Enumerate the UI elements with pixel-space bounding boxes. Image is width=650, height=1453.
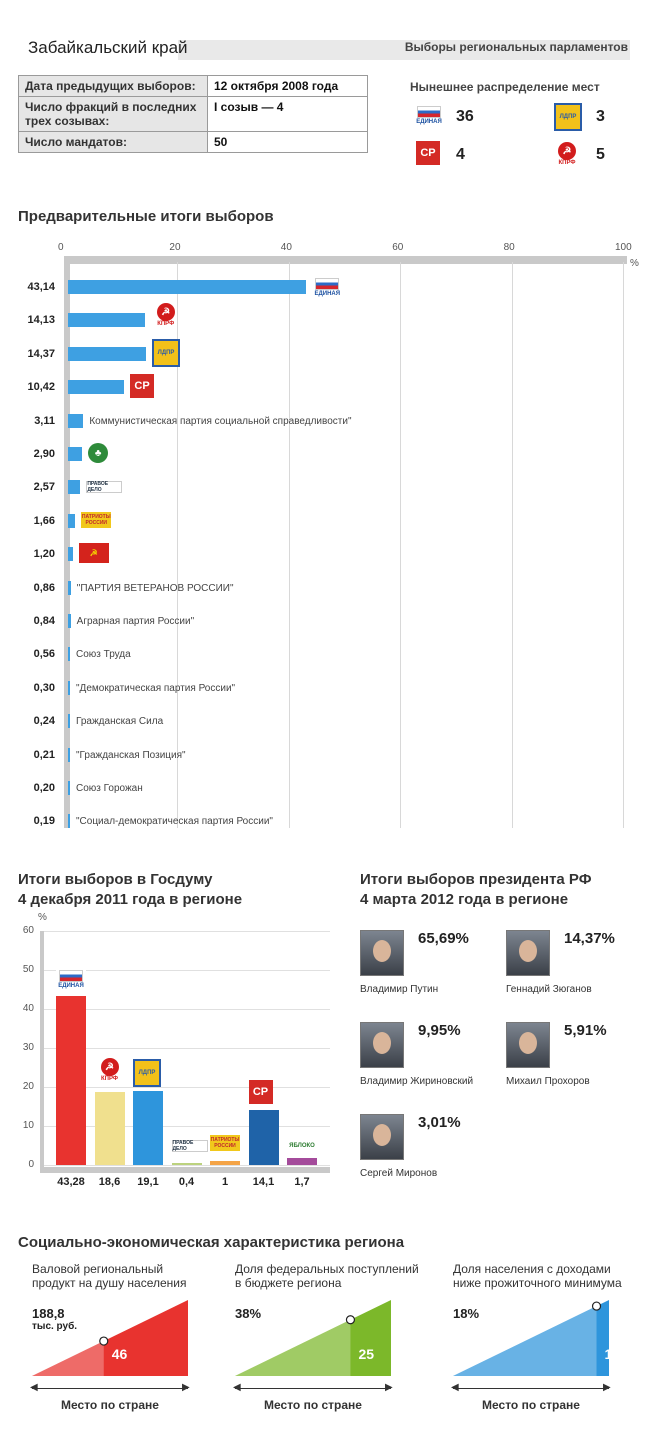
candidate-percent: 5,91% bbox=[564, 1022, 607, 1039]
prelim-bar bbox=[68, 414, 83, 428]
candidate-percent: 9,95% bbox=[418, 1022, 461, 1039]
prelim-bar bbox=[68, 581, 71, 595]
candidate-name: Владимир Жириновский bbox=[360, 1076, 474, 1087]
socio-title-line1: Валовой региональный bbox=[32, 1262, 164, 1276]
prelim-value-label: 2,57 bbox=[33, 481, 55, 494]
prelim-bar bbox=[68, 514, 75, 528]
duma-bar bbox=[133, 1091, 163, 1165]
prelim-bar bbox=[68, 380, 124, 394]
info-table bbox=[18, 75, 368, 153]
duma-title-line1: Итоги выборов в Госдуму bbox=[18, 871, 213, 888]
kprf-logo bbox=[151, 301, 181, 329]
socio-triangle bbox=[235, 1300, 391, 1380]
prelim-bar bbox=[68, 480, 80, 494]
prelim-axis-top bbox=[64, 256, 627, 264]
socio-triangle-light bbox=[235, 1320, 350, 1376]
socio-title-line1: Доля федеральных поступлений bbox=[235, 1262, 419, 1276]
duma-ytick: 60 bbox=[22, 925, 34, 936]
prelim-value-label: 3,11 bbox=[34, 414, 55, 427]
prelim-bar-label: "Гражданская Позиция" bbox=[76, 749, 186, 761]
pravoe-delo-logo: ПРАВОЕ ДЕЛО bbox=[172, 1140, 208, 1152]
info-value: 50 bbox=[208, 132, 368, 153]
candidate-name: Михаил Прохоров bbox=[506, 1076, 590, 1087]
prelim-bar bbox=[68, 313, 145, 327]
pravoe-delo-logo: ПРАВОЕ ДЕЛО bbox=[86, 481, 122, 493]
prelim-xtick: 100 bbox=[615, 242, 632, 253]
er-logo-text: ЕДИНАЯ bbox=[314, 290, 341, 297]
prelim-xtick: 20 bbox=[169, 242, 181, 253]
duma-bar bbox=[249, 1110, 279, 1165]
sr-logo: СР bbox=[249, 1080, 273, 1104]
prelim-bar bbox=[68, 647, 70, 661]
candidate-percent: 3,01% bbox=[418, 1114, 461, 1131]
duma-title bbox=[18, 870, 242, 910]
candidate-face-icon bbox=[373, 1032, 391, 1054]
socio-marker bbox=[593, 1302, 601, 1310]
seats-title: Нынешнее распределение мест bbox=[410, 80, 600, 94]
prelim-bar-label: Союз Труда bbox=[76, 649, 131, 661]
president-title-line1: Итоги выборов президента РФ bbox=[360, 871, 592, 888]
er-logo bbox=[312, 274, 342, 300]
er-logo-text: ЕДИНАЯ bbox=[58, 982, 84, 989]
ldpr-logo: ЛДПР bbox=[554, 103, 582, 131]
prelim-value-label: 0,30 bbox=[33, 681, 55, 694]
prelim-title: Предварительные итоги выборов bbox=[18, 208, 274, 225]
socio-value: 18% bbox=[453, 1306, 480, 1321]
sr-logo: СР bbox=[416, 141, 440, 165]
prelim-value-label: 0,19 bbox=[33, 815, 55, 828]
duma-ytick: 20 bbox=[22, 1081, 34, 1092]
socio-place-caption: Место по стране bbox=[61, 1398, 159, 1412]
prelim-value-label: 0,84 bbox=[33, 615, 55, 627]
duma-bar bbox=[210, 1161, 240, 1165]
socio-place: 25 bbox=[358, 1346, 375, 1362]
kr-flag-logo bbox=[79, 543, 109, 563]
arrow-right-icon: ▶ bbox=[385, 1382, 393, 1393]
candidate-name: Геннадий Зюганов bbox=[506, 984, 592, 995]
prelim-xtick: 60 bbox=[392, 242, 404, 253]
prelim-value-label: 14,37 bbox=[27, 347, 55, 360]
prelim-bar bbox=[68, 347, 146, 361]
duma-gridline bbox=[40, 931, 330, 932]
candidate-photo bbox=[506, 1022, 550, 1068]
seats-er: 36 bbox=[456, 108, 474, 125]
prelim-bar-label: Союз Горожан bbox=[76, 783, 143, 794]
prelim-value-label: 14,13 bbox=[27, 314, 55, 327]
candidate-face-icon bbox=[519, 1032, 537, 1054]
sr-logo: СР bbox=[130, 374, 154, 398]
socio-value: 38% bbox=[235, 1306, 262, 1321]
arrow-right-icon: ▶ bbox=[182, 1382, 190, 1393]
prelim-unit: % bbox=[630, 258, 639, 269]
prelim-xtick: 40 bbox=[280, 242, 292, 253]
arrow-left-icon: ◀ bbox=[451, 1382, 459, 1393]
kprf-logo-text: КПРФ bbox=[558, 160, 576, 166]
socio-triangle-fill bbox=[32, 1300, 188, 1376]
info-row bbox=[19, 97, 368, 132]
hammer-sickle-icon: ☭ bbox=[101, 1058, 119, 1076]
duma-axis-left bbox=[40, 931, 44, 1173]
prelim-gridline bbox=[400, 262, 401, 828]
kprf-logo-text: КПРФ bbox=[157, 321, 175, 328]
hammer-sickle-icon: ☭ bbox=[157, 303, 175, 321]
prelim-xtick: 80 bbox=[503, 242, 515, 253]
seats-kprf: 5 bbox=[596, 146, 605, 163]
duma-value-label: 43,28 bbox=[57, 1176, 85, 1188]
info-row bbox=[19, 132, 368, 153]
candidate-percent: 14,37% bbox=[564, 930, 615, 947]
arrow-left-icon: ◀ bbox=[233, 1382, 241, 1393]
prelim-bar bbox=[68, 280, 306, 294]
socio-arrow-line bbox=[32, 1388, 188, 1389]
prelim-value-label: 0,21 bbox=[33, 748, 55, 761]
president-title bbox=[360, 870, 592, 910]
socio-triangle bbox=[453, 1300, 609, 1380]
prelim-bar bbox=[68, 681, 70, 695]
prelim-xtick: 0 bbox=[58, 242, 64, 253]
prelim-bar bbox=[68, 447, 82, 461]
duma-gridline bbox=[40, 1165, 330, 1166]
prelim-gridline bbox=[289, 262, 290, 828]
candidate-photo bbox=[360, 1022, 404, 1068]
prelim-bar-label: Гражданская Сила bbox=[76, 716, 164, 728]
patriots-logo: ПАТРИОТЫ РОССИИ bbox=[210, 1137, 240, 1150]
prelim-value-label: 43,14 bbox=[27, 281, 55, 293]
duma-value-label: 19,1 bbox=[137, 1176, 159, 1188]
socio-title-line2: ниже прожиточного минимума bbox=[453, 1276, 622, 1290]
prelim-bar bbox=[68, 781, 70, 795]
prelim-value-label: 10,42 bbox=[27, 381, 55, 394]
duma-ytick: 10 bbox=[22, 1120, 34, 1131]
prelim-value-label: 1,66 bbox=[33, 514, 55, 527]
prelim-bar bbox=[68, 614, 71, 628]
prelim-value-label: 0,86 bbox=[33, 581, 55, 594]
socio-unit: тыс. руб. bbox=[32, 1321, 78, 1332]
candidate-face-icon bbox=[373, 1124, 391, 1146]
duma-ytick: 40 bbox=[22, 1003, 34, 1014]
duma-ytick: 50 bbox=[22, 964, 34, 975]
kprf-logo bbox=[552, 140, 582, 168]
info-value: 12 октября 2008 года bbox=[208, 76, 368, 97]
er-logo-text: ЕДИНАЯ bbox=[416, 118, 442, 125]
socio-place: 10 bbox=[604, 1346, 621, 1362]
prelim-bar bbox=[68, 547, 73, 561]
socio-arrow-line bbox=[453, 1388, 609, 1389]
hammer-sickle-icon: ☭ bbox=[89, 547, 98, 558]
duma-bar bbox=[172, 1163, 202, 1165]
candidate-name: Сергей Миронов bbox=[360, 1168, 438, 1179]
hammer-sickle-icon: ☭ bbox=[558, 142, 576, 160]
socio-title-line1: Доля населения с доходами bbox=[453, 1262, 611, 1276]
info-key: Число мандатов: bbox=[19, 132, 208, 153]
prelim-value-label: 0,24 bbox=[33, 715, 55, 728]
socio-triangle-light bbox=[32, 1341, 104, 1376]
candidate-name: Владимир Путин bbox=[360, 984, 439, 995]
duma-value-label: 18,6 bbox=[98, 1176, 121, 1188]
er-logo bbox=[56, 966, 86, 992]
info-key: Дата предыдущих выборов: bbox=[19, 76, 208, 97]
seats-sr: 4 bbox=[456, 146, 465, 163]
candidate-face-icon bbox=[519, 940, 537, 962]
president-title-line2: 4 марта 2012 года в регионе bbox=[360, 891, 569, 908]
socio-arrow-line bbox=[235, 1388, 391, 1389]
er-flag-icon bbox=[315, 278, 339, 290]
kprf-logo bbox=[95, 1056, 125, 1084]
ldpr-logo: ЛДПР bbox=[152, 339, 180, 367]
arrow-left-icon: ◀ bbox=[30, 1382, 38, 1393]
duma-unit: % bbox=[38, 912, 47, 923]
seats-ldpr: 3 bbox=[596, 108, 605, 125]
duma-bar bbox=[95, 1092, 125, 1165]
duma-bar bbox=[56, 996, 86, 1165]
socio-place: 46 bbox=[111, 1346, 128, 1362]
prelim-bar-label: "ПАРТИЯ ВЕТЕРАНОВ РОССИИ" bbox=[76, 582, 234, 594]
duma-ytick: 30 bbox=[22, 1042, 34, 1053]
candidate-photo bbox=[360, 1114, 404, 1160]
socio-place-caption: Место по стране bbox=[264, 1398, 362, 1412]
prelim-bar-label: Аграрная партия России" bbox=[76, 616, 195, 627]
duma-value-label: 14,1 bbox=[252, 1176, 275, 1188]
prelim-gridline bbox=[512, 262, 513, 828]
ldpr-logo: ЛДПР bbox=[133, 1059, 161, 1087]
socio-title: Социально-экономическая характеристика региона bbox=[18, 1234, 405, 1251]
header-subtitle: Выборы региональных парламентов bbox=[404, 40, 628, 54]
duma-title-line2: 4 декабря 2011 года в регионе bbox=[18, 891, 243, 908]
prelim-axis-left bbox=[64, 256, 70, 828]
patriots-logo: ПАТРИОТЫ РОССИИ bbox=[81, 513, 111, 526]
socio-place-caption: Место по стране bbox=[482, 1398, 580, 1412]
socio-marker bbox=[346, 1316, 354, 1324]
socio-title-line2: продукт на душу населения bbox=[32, 1276, 187, 1290]
prelim-value-label: 0,56 bbox=[33, 648, 55, 661]
duma-bar bbox=[287, 1158, 317, 1165]
duma-axis-bottom bbox=[40, 1167, 330, 1173]
candidate-percent: 65,69% bbox=[418, 930, 469, 947]
prelim-bar bbox=[68, 748, 70, 762]
prelim-gridline bbox=[623, 262, 624, 828]
prelim-bar-label: Коммунистическая партия социальной справедливости" bbox=[89, 415, 352, 427]
duma-ytick: 0 bbox=[28, 1159, 34, 1170]
socio-title-line2: в бюджете региона bbox=[235, 1276, 342, 1290]
prelim-bar-label: "Демократическая партия России" bbox=[76, 682, 236, 694]
er-flag-icon bbox=[417, 106, 441, 118]
kprf-logo-text: КПРФ bbox=[100, 1076, 119, 1083]
socio-triangle bbox=[32, 1300, 188, 1380]
candidate-face-icon bbox=[373, 940, 391, 962]
prelim-bar-label: "Социал-демократическая партия России" bbox=[76, 816, 273, 828]
duma-value-label: 1 bbox=[221, 1176, 229, 1188]
socio-value: 188,8 bbox=[32, 1306, 65, 1321]
duma-value-label: 1,7 bbox=[294, 1176, 310, 1188]
prelim-value-label: 1,20 bbox=[33, 548, 55, 561]
info-key: Число фракций в последних трех созывах: bbox=[19, 97, 208, 132]
yabloko-logo: ЯБЛОКО bbox=[289, 1143, 315, 1150]
candidate-photo bbox=[360, 930, 404, 976]
prelim-value-label: 2,90 bbox=[33, 448, 55, 460]
er-logo bbox=[414, 102, 444, 128]
arrow-right-icon: ▶ bbox=[603, 1382, 611, 1393]
socio-marker bbox=[100, 1337, 108, 1345]
tree-icon: ♣ bbox=[88, 443, 108, 463]
er-flag-icon bbox=[59, 970, 83, 982]
info-row bbox=[19, 76, 368, 97]
candidate-photo bbox=[506, 930, 550, 976]
prelim-bar bbox=[68, 714, 70, 728]
region-title: Забайкальский край bbox=[28, 38, 188, 57]
prelim-value-label: 0,20 bbox=[33, 782, 55, 794]
duma-value-label: 0,4 bbox=[178, 1176, 195, 1188]
info-value: I созыв — 4 bbox=[208, 97, 368, 132]
prelim-bar bbox=[68, 814, 70, 828]
